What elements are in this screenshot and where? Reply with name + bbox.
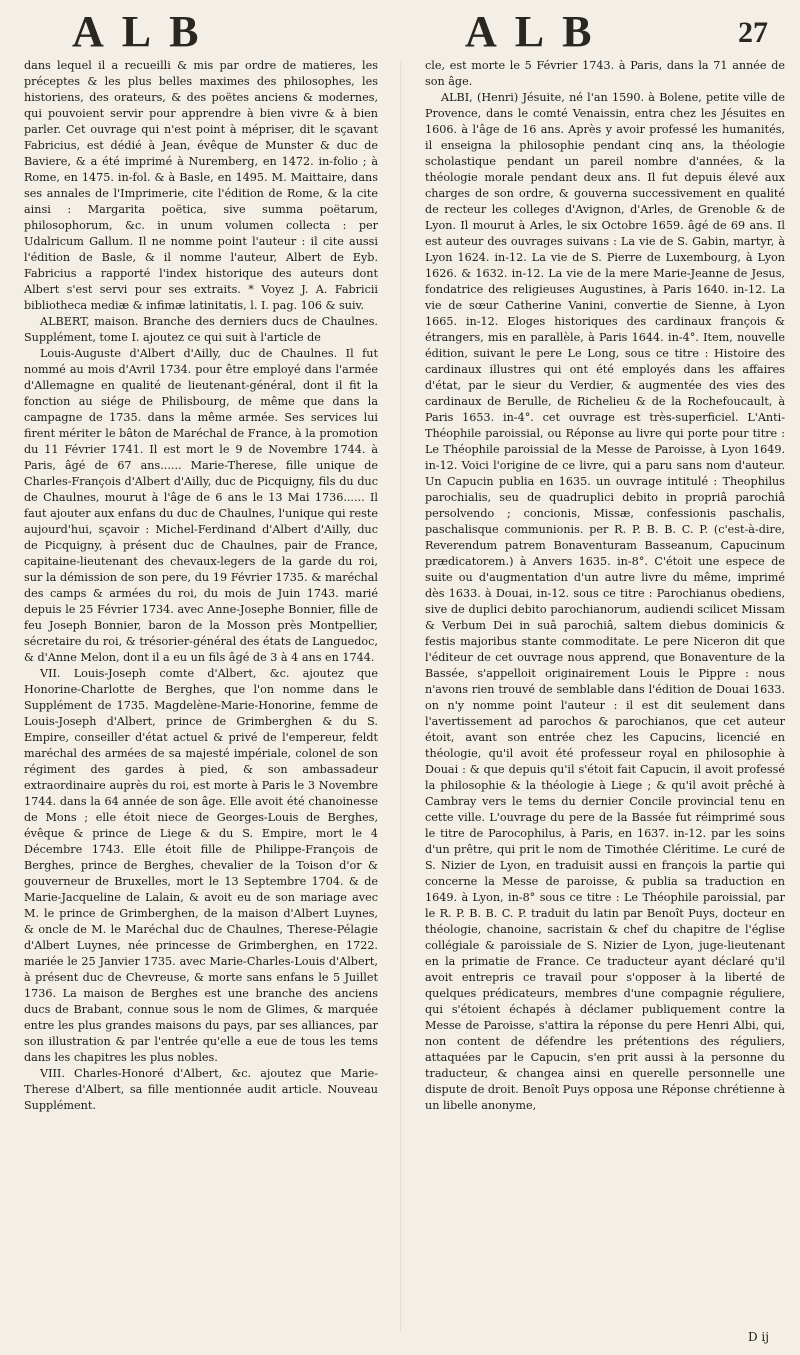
paragraph: ALBI, (Henri) Jésuite, né l'an 1590. à Bolene, petite ville de Provence, dans le comté Venaissin, entra chez les Jésuites en 1606. à l'âge de 16 ans. Après y avoir professé les humanités, il enseigna la philosophie pendant cinq ans, la théologie scholastique pendant un pareil nombre d'années, & la théologie morale pendant deux ans. Il fut depuis élevé aux charges de son ordre, & gouverna successivement en qualité de recteur les colleges d'Avignon, d'Arles, de Grenoble & de Lyon. Il mourut à Arles, le six Octobre 1659. âgé de 69 ans. Il est auteur des ouvrages suivans : La vie de S. Gabin, martyr, à Lyon 1624. in-12. La vie de S. Pierre de Luxembourg, à Lyon 1626. & 1632. in-12. La vie de la mere Marie-Jeanne de Jesus, fondatrice des religieuses Augustines, à Paris 1640. in-12. La vie de sœur Catherine Vanini, convertie de Sienne, à Lyon 1665. in-12. Eloges historiques des cardinaux françois & étrangers, mis en parallèle, à Paris 1644. in-4°. Item, nouvelle édition, suivant le pere Le Long, sous ce titre : Histoire des cardinaux illustres qui ont été employés dans les affaires d'état, par le sieur du Verdier, & augmentée des vies des cardinaux de Berulle, de Richelieu & de la Rochefoucault, à Paris 1653. in-4°. cet ouvrage est très-superficiel. L'Anti-Théophile paroissial, ou Réponse au livre qui porte pour titre : Le Théophile paroissial de la Messe de Paroisse, à Lyon 1649. in-12. Voici l'origine de ce livre, qui a paru sans nom d'auteur. Un Capucin publia en 1635. un ouvrage intitulé : Theophilus parochialis, seu de quadruplici debito in propriâ parochiâ persolvendo ; concionis, Missæ, confessionis paschalis, paschalisque communionis. per R. P. B. B. C. P. (c'est-à-dire, Reverendum patrem Bonaventuram Basseanum, Capucinum prædicatorem.) à Anvers 1635. in-8°. C'étoit une espece de suite ou d'augmentation d'un autre livre du même, imprimé dès 1633. à Douai, in-12. sous ce titre : Parochianus obediens, sive de duplici debito parochianorum, audiendi scilicet Missam & Verbum Dei in suâ parochiâ, saltem diebus dominicis & festis majoribus stante commoditate. Le pere Niceron dit que l'éditeur de cet ouvrage nous apprend, que Bonaventure de la Bassée, s'appelloit originairement Louis le Pippre : nous n'avons rien trouvé de semblable dans l'édition de Douai 1633. on n'y nomme point l'auteur : il est dit seulement dans l'avertissement ad parochos & parochianos, que cet auteur étoit, avant son entrée chez les Capucins, licencié en théologie, qu'il avoit été professeur royal en philosophie à Douai : & que depuis qu'il s'étoit fait Capucin, il avoit professé la philosophie & la théologie à Liege ; & qu'il avoit prêché à Cambray vers le tems du dernier Concile provincial tenu en cette ville. L'ouvrage du pere de la Bassée fut réimprimé sous le titre de Parocophilus, à Paris, en 1637. in-12. par les soins d'un prêtre, qui prit le nom de Timothée Cléritime. Le curé de S. Nizier de Lyon, en traduisit aussi en françois la partie qui concerne la Messe de paroisse, & publia sa traduction en 1649. à Lyon, in-8° sous ce titre : Le Théophile paroissial, par le R. P. B. B. C. P. traduit du latin par Benoît Puys, docteur en théologie, chanoine, sacristain & chef du chapitre de l'église collégiale & paroissiale de S. Nizier de Lyon, juge-lieutenant en la primatie de France. Ce traducteur ayant déclaré qu'il avoit entrepris ce travail pour s'opposer à la liberté de quelques prédicateurs, membres d'une compagnie réguliere, qui s'étoient échapés à déclamer publiquement contre la Messe de Paroisse, s'attira la réponse du pere Henri Albi, qui, non content de défendre les prétentions des réguliers, attaquées par le Capucin, s'en prit aussi à la personne du traducteur, & changea ainsi en querelle personnelle une dispute de droit. Benoît Puys opposa une Réponse chrétienne à un libelle anonyme, bbox=[425, 91, 785, 1112]
left-column bbox=[24, 58, 378, 1114]
paragraph: VII. Louis-Joseph comte d'Albert, &c. ajoutez que Honorine-Charlotte de Berghes, que l'on nomme dans le Supplément de 1735. Magdelène-Marie-Honorine, femme de Louis-Joseph d'Albert, prince de Grimberghen & du S. Empire, conseiller d'état actuel & privé de l'empereur, feldt maréchal des armées de sa majesté impériale, colonel de son régiment des gardes à pied, & son ambassadeur extraordinaire auprès du roi, est morte à Paris le 3 Novembre 1744. dans la 64 année de son âge. Elle avoit été chanoinesse de Mons ; elle étoit niece de Georges-Louis de Berghes, évêque & prince de Liege & du S. Empire, mort le 4 Décembre 1743. Elle étoit fille de Philippe-François de Berghes, prince de Berghes, chevalier de la Toison d'or & gouverneur de Bruxelles, mort le 13 Septembre 1704. & de Marie-Jacqueline de Lalain, & avoit eu de son mariage avec M. le prince de Grimberghen, de la maison d'Albert Luynes, & oncle de M. le Maréchal duc de Chaulnes, Therese-Pélagie d'Albert Luynes, née princesse de Grimberghen, en 1722. mariée le 25 Janvier 1735. avec Marie-Charles-Louis d'Albert, à présent duc de Chevreuse, & morte sans enfans le 5 Juillet 1736. La maison de Berghes est une branche des anciens ducs de Brabant, connue sous le nom de Glimes, & marquée entre les plus grandes maisons du pays, par ses alliances, par son illustration & par l'entrée qu'elle a eue de tous les tems dans les chapitres les plus nobles. bbox=[24, 667, 378, 1064]
running-header bbox=[0, 2, 800, 60]
paragraph: Louis-Auguste d'Albert d'Ailly, duc de Chaulnes. Il fut nommé au mois d'Avril 1734. pour être employé dans l'armée d'Allemagne en qualité de lieutenant-général, dont il fit la fonction au siége de Philisbourg, de même que dans la campagne de 1735. dans la même armée. Ses services lui firent mériter le bâton de Maréchal de France, à la promotion du 11 Février 1741. Il est mort le 9 de Novembre 1744. à Paris, âgé de 67 ans...... Marie-Therese, fille unique de Charles-François d'Albert d'Ailly, duc de Picquigny, fils du duc de Chaulnes, mourut à l'âge de 6 ans le 13 Mai 1736...... Il faut ajouter aux enfans du duc de Chaulnes, l'unique qui reste aujourd'hui, sçavoir : Michel-Ferdinand d'Albert d'Ailly, duc de Picquigny, à présent duc de Chaulnes, pair de France, capitaine-lieutenant des chevaux-legers de la garde du roi, sur la démission de son pere, du 19 Février 1735. & maréchal des camps & armées du roi, du mois de Juin 1743. marié depuis le 25 Février 1734. avec Anne-Josephe Bonnier, fille de feu Joseph Bonnier, baron de la Mosson près Montpellier, sécretaire du roi, & trésorier-général des états de Languedoc, & d'Anne Melon, dont il a eu un fils âgé de 3 à 4 ans en 1744. bbox=[24, 347, 378, 664]
header-left: ALB bbox=[72, 7, 217, 56]
paragraph: ALBERT, maison. Branche des derniers ducs de Chaulnes. Supplément, tome I. ajoutez ce qui suit à l'article de bbox=[24, 315, 378, 344]
header-right: ALB bbox=[465, 7, 610, 56]
column-gutter bbox=[400, 62, 401, 1332]
page-number: 27 bbox=[738, 16, 768, 49]
paragraph: dans lequel il a recueilli & mis par ordre de matieres, les préceptes & les plus belles maximes des philosophes, les historiens, des orateurs, & des poëtes anciens & modernes, qui pouvoient servir pour apprendre à bien vivre & à bien parler. Cet ouvrage qui n'est point à mépriser, dit le sçavant Fabricius, est dédié à Jean, évêque de Munster & duc de Baviere, & a été imprimé à Nuremberg, en 1472. in-folio ; à Rome, en 1475. in-fol. & à Basle, en 1495. M. Maittaire, dans ses annales de l'Imprimerie, cite l'édition de Rome, & la cite ainsi : Margarita poëtica, sive summa poëtarum, philosophorum, &c. in unum volumen collecta : per Udalricum Gallum. Il ne nomme point l'auteur : il cite aussi l'édition de Basle, & il nomme l'auteur, Albert de Eyb. Fabricius a rapporté l'index historique des auteurs dont Albert s'est servi pour ses extraits. * Voyez J. A. Fabricii bibliotheca mediæ & infimæ latinitatis, l. I. pag. 106 & suiv. bbox=[24, 59, 378, 312]
paragraph: cle, est morte le 5 Février 1743. à Paris, dans la 71 année de son âge. bbox=[425, 59, 785, 88]
right-column bbox=[425, 58, 785, 1114]
signature-mark: D ij bbox=[748, 1330, 769, 1344]
paragraph: VIII. Charles-Honoré d'Albert, &c. ajoutez que Marie-Therese d'Albert, sa fille mentionnée audit article. Nouveau Supplément. bbox=[24, 1067, 378, 1112]
